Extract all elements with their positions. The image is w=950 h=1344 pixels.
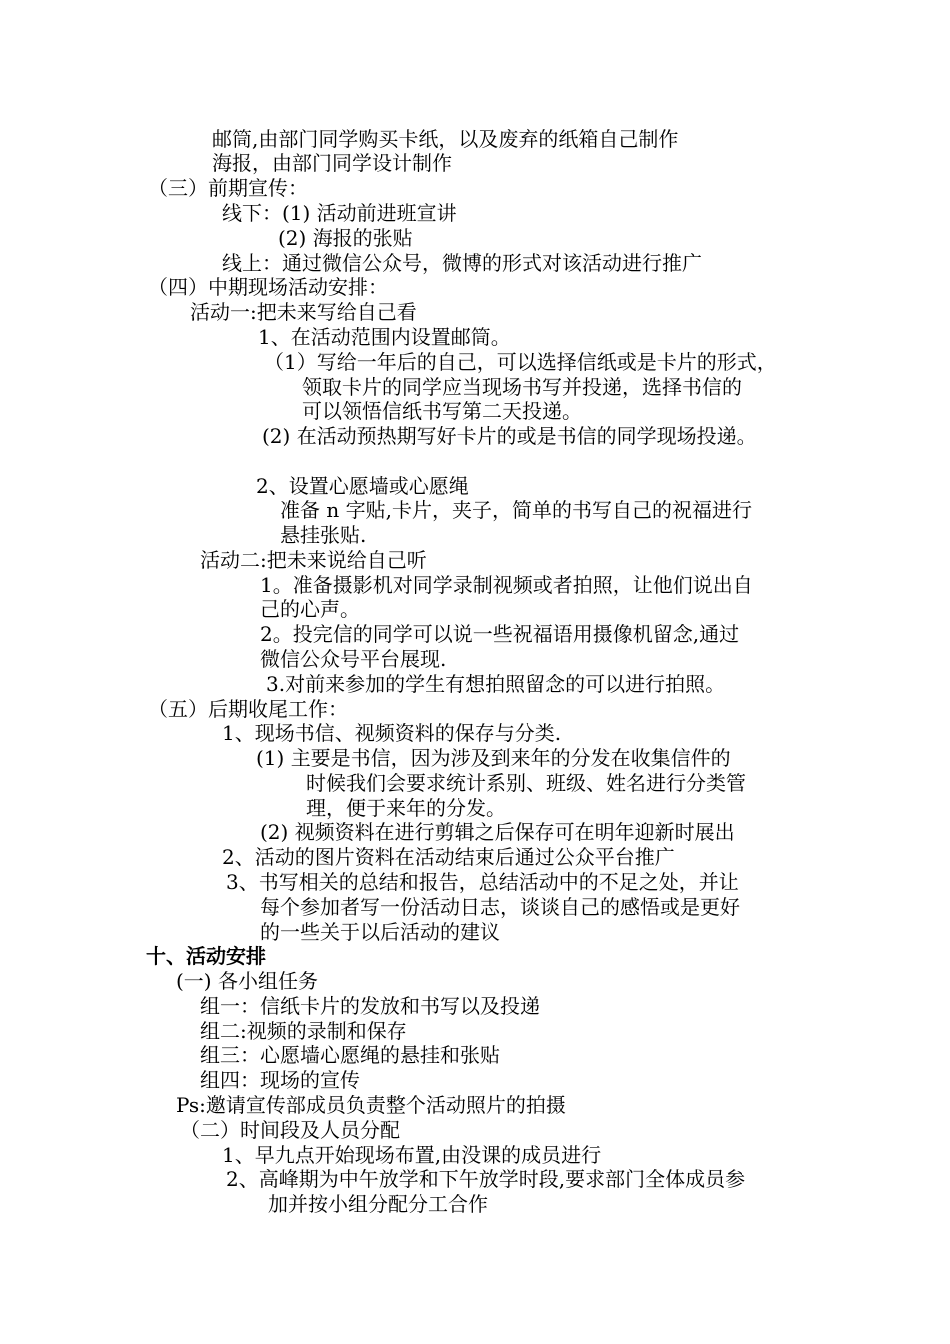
text-line: 的一些关于以后活动的建议 — [260, 920, 500, 944]
activity-title: 活动一:把未来写给自己看 — [190, 300, 417, 324]
text-line: (2) 海报的张贴 — [278, 226, 413, 250]
list-item: 2、高峰期为中午放学和下午放学时段,要求部门全体成员参 — [226, 1167, 746, 1191]
list-item: 2、设置心愿墙或心愿绳 — [256, 474, 469, 498]
list-item: 1。准备摄影机对同学录制视频或者拍照，让他们说出自 — [260, 573, 753, 597]
list-item: 1、在活动范围内设置邮筒。 — [258, 325, 511, 349]
text-line: 可以领悟信纸书写第二天投递。 — [302, 399, 582, 423]
text-line: 领取卡片的同学应当现场书写并投递，选择书信的 — [302, 375, 742, 399]
text-line: 线下：(1) 活动前进班宣讲 — [222, 201, 457, 225]
text-line: 每个参加者写一份活动日志，谈谈自己的感悟或是更好 — [260, 895, 740, 919]
list-item: 3、书写相关的总结和报告，总结活动中的不足之处，并让 — [226, 870, 739, 894]
text-line: 海报，由部门同学设计制作 — [212, 151, 452, 175]
list-item: 组四：现场的宣传 — [200, 1068, 360, 1092]
text-line: 邮筒,由部门同学购买卡纸，以及废弃的纸箱自己制作 — [212, 127, 679, 151]
section-heading: （二）时间段及人员分配 — [180, 1118, 400, 1142]
text-line: 理，便于来年的分发。 — [306, 796, 506, 820]
list-item: (1) 主要是书信，因为涉及到来年的分发在收集信件的 — [256, 746, 731, 770]
chapter-heading: 十、活动安排 — [146, 944, 266, 968]
section-heading: （四）中期现场活动安排： — [148, 275, 388, 299]
list-item: 组三：心愿墙心愿绳的悬挂和张贴 — [200, 1043, 500, 1067]
section-heading: （三）前期宣传： — [148, 176, 308, 200]
section-heading: (一) 各小组任务 — [176, 969, 318, 993]
list-item: 1、现场书信、视频资料的保存与分类. — [222, 721, 562, 745]
list-item: 组二:视频的录制和保存 — [200, 1019, 407, 1043]
list-item: 2、活动的图片资料在活动结束后通过公众平台推广 — [222, 845, 675, 869]
text-line: Ps:邀请宣传部成员负责整个活动照片的拍摄 — [176, 1093, 566, 1117]
text-line: 准备 n 字贴,卡片，夹子，简单的书写自己的祝福进行 — [280, 498, 752, 522]
list-item: 3.对前来参加的学生有想拍照留念的可以进行拍照。 — [266, 672, 726, 696]
text-line: 己的心声。 — [260, 597, 360, 621]
list-item: (2) 视频资料在进行剪辑之后保存可在明年迎新时展出 — [260, 820, 735, 844]
text-line: 悬挂张贴. — [280, 523, 367, 547]
list-item: 1、早九点开始现场布置,由没课的成员进行 — [222, 1143, 602, 1167]
list-item: 2。投完信的同学可以说一些祝福语用摄像机留念,通过 — [260, 622, 740, 646]
text-line: 时候我们会要求统计系别、班级、姓名进行分类管 — [306, 771, 746, 795]
text-line: 线上：通过微信公众号，微博的形式对该活动进行推广 — [222, 251, 702, 275]
list-item: （1）写给一年后的自己，可以选择信纸或是卡片的形式， — [264, 350, 777, 374]
section-heading: （五）后期收尾工作： — [148, 697, 348, 721]
text-line: 加并按小组分配分工合作 — [268, 1192, 488, 1216]
text-line: 微信公众号平台展现. — [260, 647, 447, 671]
list-item: 组一：信纸卡片的发放和书写以及投递 — [200, 994, 540, 1018]
list-item: (2) 在活动预热期写好卡片的或是书信的同学现场投递。 — [262, 424, 757, 448]
activity-title: 活动二:把未来说给自己听 — [200, 548, 427, 572]
